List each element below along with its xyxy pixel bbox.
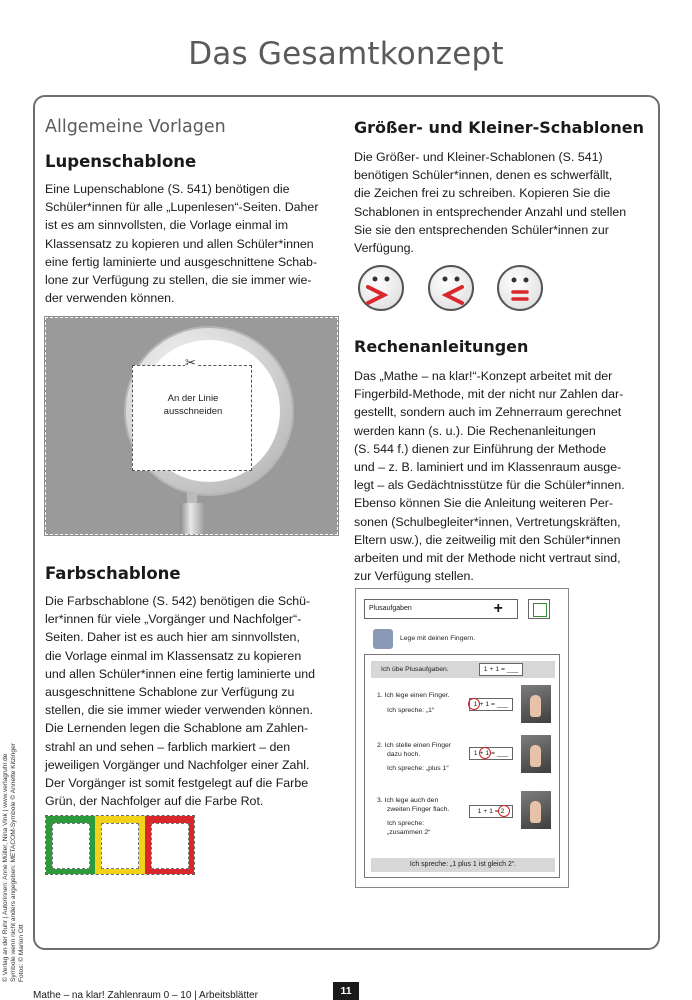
highlight-circle [468,698,480,710]
equals-face-icon [497,265,543,311]
footer-book-title: Mathe – na klar! Zahlenraum 0 – 10 | Arbeitsblätter [33,990,258,1000]
color-template-image [45,815,195,875]
greater-than-face-icon [358,265,404,311]
lupenschablone-text: Eine Lupenschablone (S. 541) benötigen die Schüler*innen für alle „Lupenlesen“-Seiten. Daher ist es am sinnvollsten, die Vorlage einmal im Klassensatz zu kopieren und allen Schüler*innen eine fertig laminierte und ausgeschnittene Schab- lone zur Verfügung zu stellen, die sie immer wie- der verwenden können. [45,182,319,306]
schablonen-text: Die Größer- und Kleiner-Schablonen (S. 541) benötigen Schüler*innen, denen es schwerfällt, die Zeichen frei zu schreiben. Kopieren Sie die Schablonen in entsprechender Anzahl und stellen Sie sie den entsprechenden Schüler*innen zur Verfügung. [354,150,627,256]
color-segment-green [46,816,95,874]
section-heading: Allgemeine Vorlagen [45,117,226,137]
magnifier-handle [180,503,204,535]
worksheet-title-box: Plusaufgaben + [364,599,518,619]
schablonen-heading: Größer- und Kleiner-Schablonen [354,118,645,137]
highlight-circle [479,747,491,759]
worksheet-panel: Ich übe Plusaufgaben. 1 + 1 = ___ 1. Ich lege einen Finger. Ich spreche: „1“ 1 + 1 = ___ 2. Ich stelle einen Finger dazu hoch. Ich spreche: „plus 1“ 1 + 1 = ___ 3. Ich lege auch den zweiten Finger flach. Ich spreche: „zusammen 2“ 1 + 1 = 2 Ich spreche: „1 plus 1 ist gleich 2“. [364,654,560,878]
farbschablone-heading: Farbschablone [45,564,181,583]
less-than-face-icon [428,265,474,311]
farbschablone-text: Die Farbschablone (S. 542) benötigen die Schü- ler*innen für viele „Vorgänger und Nachfolger“- Seiten. Daher ist es auch hier am sinnvollsten, die Vorlage einmal im Klassensatz zu kopieren und allen Schüler*innen eine fertig laminierte und ausgeschnittene Schablone zur Verfügung zu stellen, die sie immer wieder verwenden können. Die Lernenden legen die Schablone am Zahlen- strahl an und sehen – farblich markiert – den jeweiligen Vorgänger und Nachfolger einer Zahl. Der Vorgänger ist somit festgelegt auf die Farbe Grün, der Nachfolger auf die Farbe Rot. [45,594,316,809]
highlight-circle [498,805,510,817]
finger-photo [521,685,551,723]
color-segment-yellow [95,816,144,874]
finger-photo [521,791,551,829]
page-number: 11 [333,982,359,1000]
rechenanleitungen-text: Das „Mathe – na klar!“-Konzept arbeitet mit der Fingerbild-Methode, mit der nicht nur Zahlen dar- gestellt, sondern auch im Zehnerraum gerechnet werden kann (s. u.). Die Rechenanleitungen (S. 544 f.) dienen zur Einführung der Methode und – z. B. laminiert und im Klassenraum ausge- legt – als Gedächtnisstütze für die Schüler*innen. Ebenso können Sie die Anleitung weiteren Per- sonen (Schulbegleiter*innen, Vertretungskräften, Eltern usw.), die zeitweilig mit den Schüler*innen arbeiten und mit der Methode nicht vertraut sind, zur Verfügung stellen. [354,369,625,584]
worksheet-thumbnail [355,588,569,888]
finger-photo [521,735,551,773]
hands-icon [373,629,393,649]
cut-out-area: An der Linie ausschneiden [132,365,252,471]
gift-icon [528,599,550,619]
lupenschablone-heading: Lupenschablone [45,152,197,171]
page-title: Das Gesamtkonzept [188,36,504,72]
color-segment-red [145,816,194,874]
magnifier-template-image [45,317,338,535]
plus-symbol: + [493,600,503,617]
rechenanleitungen-heading: Rechenanleitungen [354,337,529,356]
worksheet-instruction: Lege mit deinen Fingern. [400,635,476,642]
copyright-credit: © Verlag an der Ruhr | Autorinnen: Anne Müller, Nina Vink | www.verlagruhr.de Symbole wenn nicht anders angegeben: METACOM-Symbole © Annette Kitzinger Fotos: © Marion Ott [2,743,25,982]
scissors-icon: ✂ [185,355,196,370]
